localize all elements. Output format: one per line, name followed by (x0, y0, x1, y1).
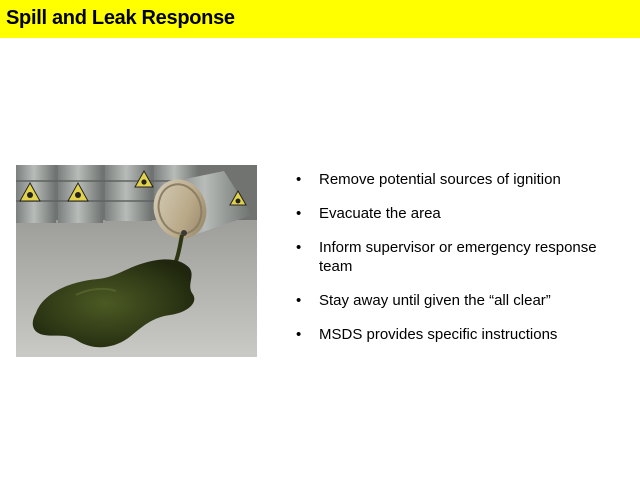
bullet-item (296, 204, 626, 223)
bullet-item (296, 170, 626, 189)
title-bar (0, 0, 640, 38)
oil-barrels-spill-photo (16, 165, 257, 357)
bullet-marker: • (296, 326, 302, 343)
bullet-marker: • (296, 239, 302, 256)
bullet-item (296, 291, 626, 310)
bullet-item (296, 325, 626, 344)
slide-title: Spill and Leak Response (6, 7, 235, 29)
bullet-marker: • (296, 171, 302, 188)
bullet-text: Inform supervisor or emergency response team (319, 239, 597, 275)
bullet-text: Stay away until given the “all clear” (319, 292, 551, 309)
bullet-item (296, 238, 626, 276)
bullet-list (296, 170, 626, 359)
bullet-marker: • (296, 292, 302, 309)
bullet-marker: • (296, 205, 302, 222)
bullet-text: MSDS provides specific instructions (319, 326, 558, 343)
bullet-text: Evacuate the area (319, 205, 441, 222)
bullet-text: Remove potential sources of ignition (319, 171, 561, 188)
